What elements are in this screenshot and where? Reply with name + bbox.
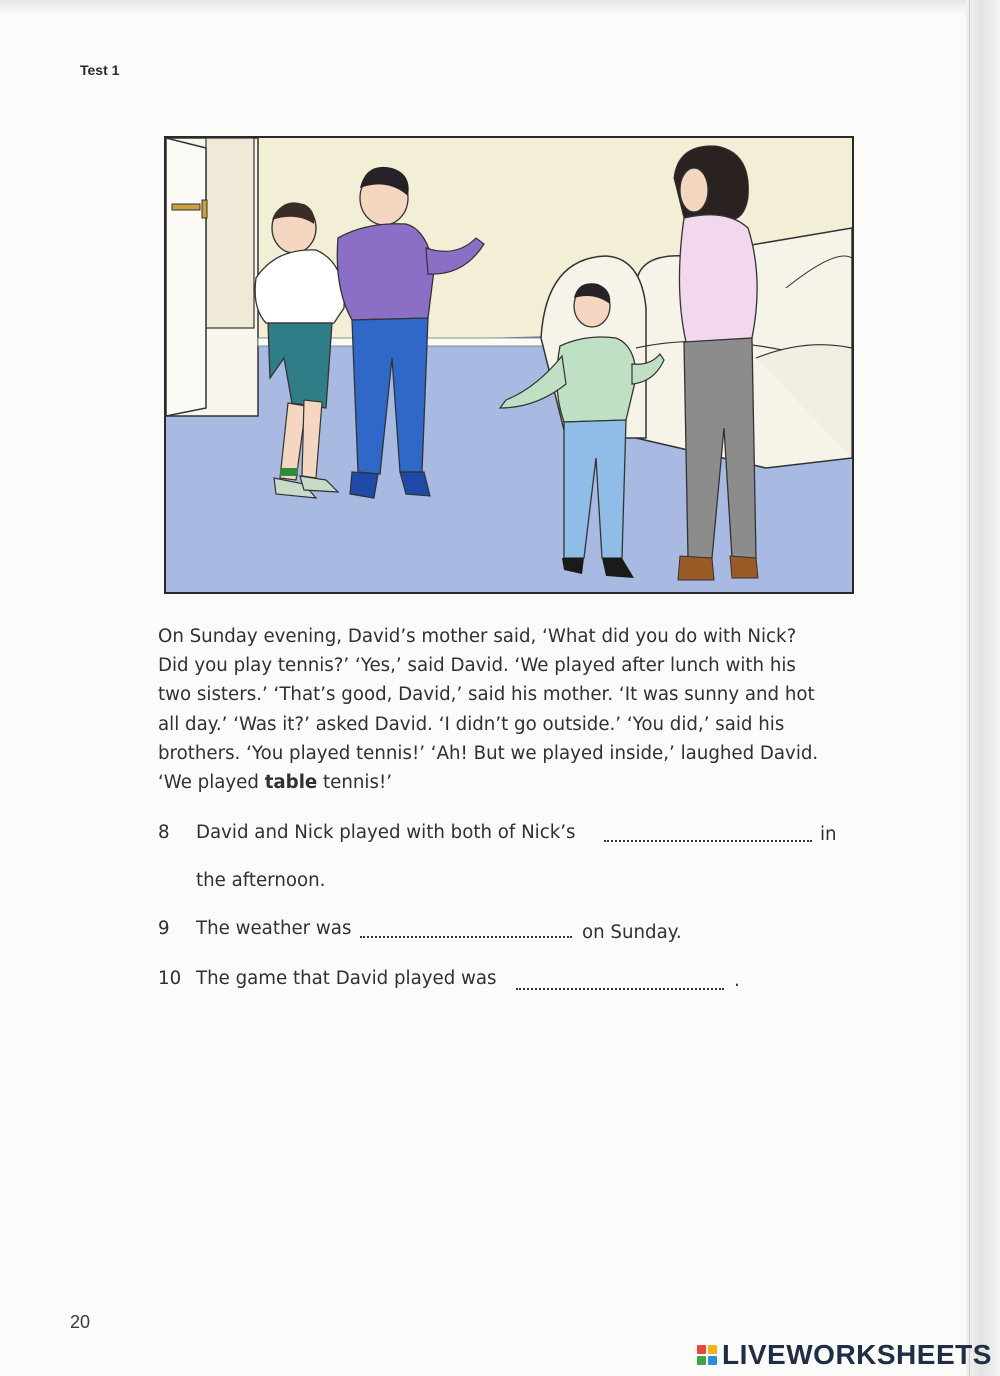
- question-before: David and Nick played with both of Nick’s: [196, 822, 576, 843]
- test-label: Test 1: [80, 62, 120, 78]
- answer-blank-8[interactable]: [604, 822, 812, 842]
- story-line-last: [158, 768, 848, 797]
- watermark-text: LIVEWORKSHEETS: [722, 1339, 992, 1370]
- story-last-start: ‘We played: [158, 772, 265, 794]
- story-text: [158, 622, 848, 797]
- answer-blank-9[interactable]: [360, 918, 572, 938]
- liveworksheets-logo-icon: [697, 1345, 717, 1365]
- question-8: [158, 822, 170, 843]
- question-number: 8: [158, 822, 170, 843]
- illustration-svg: [166, 138, 852, 592]
- story-last-end: tennis!’: [317, 772, 393, 794]
- story-line: two sisters.’ ‘That’s good, David,’ said his mother. ‘It was sunny and hot: [158, 684, 815, 706]
- question-10-blank[interactable]: [516, 970, 724, 995]
- scan-top-shadow: [0, 0, 1000, 14]
- question-continuation: the afternoon.: [196, 870, 326, 891]
- question-8-text: [196, 822, 576, 843]
- question-8-continuation: [196, 870, 325, 891]
- question-8-blank[interactable]: [604, 822, 812, 847]
- question-9-blank[interactable]: [360, 918, 572, 943]
- question-after: .: [734, 970, 740, 991]
- scan-page-edge-line: [969, 0, 970, 1376]
- question-number: 9: [158, 918, 170, 939]
- answer-blank-10[interactable]: [516, 970, 724, 990]
- story-bold-word: table: [264, 772, 318, 794]
- logo-square-red: [697, 1345, 706, 1354]
- story-line: On Sunday evening, David’s mother said, ‘What did you do with Nick?: [158, 626, 797, 647]
- logo-square-yellow: [708, 1345, 717, 1354]
- question-before: The weather was: [196, 918, 352, 939]
- door-handle: [172, 204, 200, 210]
- question-9: [158, 918, 170, 939]
- story-line: Did you play tennis?’ ‘Yes,’ said David. ‘We played after lunch with his: [158, 655, 796, 677]
- question-after: on Sunday.: [582, 922, 682, 943]
- question-before: The game that David played was: [196, 968, 497, 989]
- question-after: in: [820, 824, 837, 845]
- story-line: all day.’ ‘Was it?’ asked David. ‘I didn’t go outside.’ ‘You did,’ said his: [158, 713, 785, 735]
- question-9-after: [582, 922, 682, 943]
- page-number: 20: [70, 1312, 91, 1332]
- question-10-text: [196, 968, 497, 989]
- logo-square-green: [697, 1356, 706, 1365]
- logo-square-blue: [708, 1356, 717, 1365]
- question-9-text: [196, 918, 351, 939]
- question-10: [158, 968, 181, 989]
- open-door: [166, 138, 206, 416]
- story-illustration: [164, 136, 854, 594]
- story-line: brothers. ‘You played tennis!’ ‘Ah! But we played inside,’ laughed David.: [158, 742, 819, 764]
- question-8-after: [820, 824, 837, 845]
- question-number: 10: [158, 968, 182, 989]
- scan-page-edge: [966, 0, 1000, 1376]
- liveworksheets-watermark[interactable]: [697, 1340, 992, 1370]
- question-10-after: [734, 970, 740, 991]
